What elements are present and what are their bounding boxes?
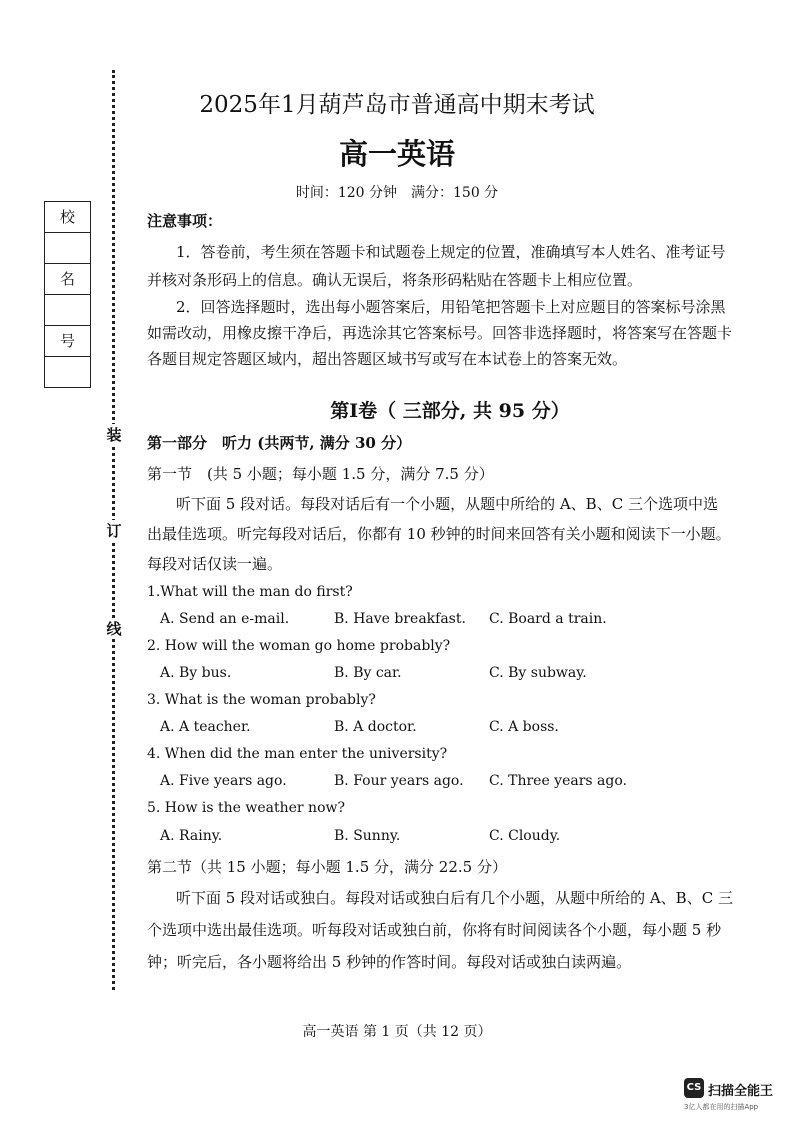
student-info-table [44,201,91,388]
option-5b: B. Sunny. [334,828,401,844]
option-2c: C. By subway. [489,665,587,681]
notes-p2-line3: 各题目规定答题区域内，超出答题区域书写或写在本试卷上的答案无效。 [147,350,628,368]
notes-heading: 注意事项： [147,212,223,230]
question-5: 5. How is the weather now? [147,800,345,816]
binding-char-zhuang: 装 [104,424,124,445]
info-cell-blank [45,295,90,326]
time-info: 时间：120 分钟 满分：150 分 [295,185,499,201]
info-cell-school: 校 [45,202,90,233]
section2-instr-line1: 听下面 5 段对话或独白。每段对话或独白后有几个小题，从题中所给的 A、B、C 三 [176,889,733,907]
notes-p1-line1: 1．答卷前，考生须在答题卡和试题卷上规定的位置，准确填写本人姓名、准考证号 [176,243,726,261]
option-4b: B. Four years ago. [334,773,464,789]
info-cell-number: 号 [45,326,90,357]
binding-char-ding: 订 [104,520,124,541]
question-1: 1.What will the man do first? [147,584,353,600]
subject-title: 高一英语 [338,137,455,171]
section2-instr-line3: 钟；听完后，各小题将给出 5 秒钟的作答时间。每段对话或独白读两遍。 [147,953,632,971]
section1-instr-line3: 每段对话仅读一遍。 [147,555,283,573]
exam-title: 2025年1月葫芦岛市普通高中期末考试 [199,92,595,118]
option-2a: A. By bus. [160,665,232,681]
option-1a: A. Send an e-mail. [160,611,290,627]
info-cell-name: 名 [45,264,90,295]
notes-p2-line1: 2．回答选择题时，选出每小题答案后，用铅笔把答题卡上对应题目的答案标号涂黑 [176,298,726,316]
notes-p1-line2: 并核对条形码上的信息。确认无误后，将条形码粘贴在答题卡上相应位置。 [147,271,643,289]
option-3c: C. A boss. [489,719,559,735]
option-3b: B. A doctor. [334,719,417,735]
part1-title: 第一部分 听力 (共两节, 满分 30 分） [147,434,412,452]
section2-instr-line2: 个选项中选出最佳选项。听每段对话或独白前，你将有时间阅读各个小题，每小题 5 秒 [147,921,722,939]
question-4: 4. When did the man enter the university? [147,746,448,762]
binding-char-xian: 线 [104,618,124,639]
section2-title: 第二节（共 15 小题；每小题 1.5 分，满分 22.5 分） [147,858,507,876]
option-4a: A. Five years ago. [160,773,287,789]
option-1b: B. Have breakfast. [334,611,466,627]
info-cell-blank [45,233,90,264]
volume-title: 第Ⅰ卷（ 三部分, 共 95 分） [330,400,570,422]
logo-subtext: 3亿人都在用的扫描App [684,1103,759,1111]
camscanner-logo-icon: CS [684,1078,704,1098]
section1-instr-line1: 听下面 5 段对话。每段对话后有一个小题，从题中所给的 A、B、C 三个选项中选 [176,495,718,513]
option-5c: C. Cloudy. [489,828,561,844]
option-3a: A. A teacher. [160,719,251,735]
option-1c: C. Board a train. [489,611,607,627]
question-2: 2. How will the woman go home probably? [147,638,451,654]
logo-text: 扫描全能王 [708,1084,774,1099]
info-cell-blank [45,357,90,388]
option-2b: B. By car. [334,665,402,681]
notes-p2-line2: 如需改动，用橡皮擦干净后，再选涂其它答案标号。回答非选择题时，将答案写在答题卡 [147,324,733,342]
option-5a: A. Rainy. [160,828,223,844]
option-4c: C. Three years ago. [489,773,627,789]
section1-title: 第一节 (共 5 小题；每小题 1.5 分，满分 7.5 分） [147,465,494,483]
question-3: 3. What is the woman probably? [147,692,376,708]
page-footer: 高一英语 第 1 页（共 12 页） [302,1024,492,1040]
section1-instr-line2: 出最佳选项。听完每段对话后，你都有 10 秒钟的时间来回答有关小题和阅读下一小题。 [147,525,731,543]
